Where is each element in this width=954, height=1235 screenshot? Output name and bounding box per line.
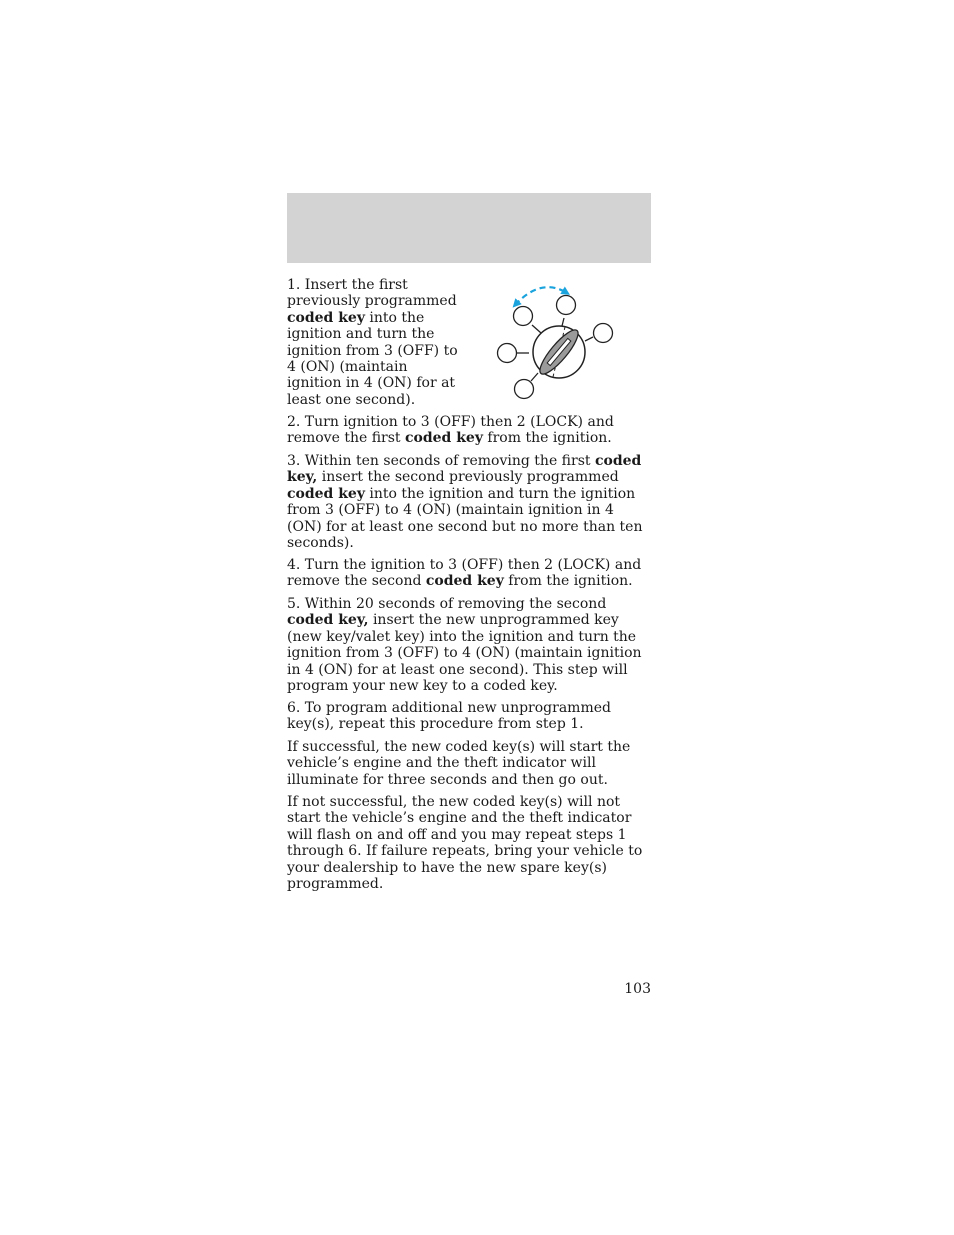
position-4-circle — [498, 344, 517, 363]
position-2-circle — [557, 296, 576, 315]
position-5-circle — [515, 380, 534, 399]
step-5-text-a: 5. Within 20 seconds of removing the second — [287, 596, 607, 612]
ignition-switch-figure — [493, 281, 618, 401]
step-2 — [287, 414, 651, 447]
position-1-circle — [514, 307, 533, 326]
step-6 — [287, 700, 651, 733]
section-header-band — [287, 193, 651, 263]
step-3-bold-2: coded key — [287, 485, 365, 502]
step-1-bold: coded key — [287, 309, 365, 326]
step-2-text-a: 2. Turn ignition to 3 (OFF) then 2 (LOCK) and remove the first — [287, 414, 614, 447]
success-note: If successful, the new coded key(s) will start the vehicle’s engine and the theft indicator will illuminate for three seconds and then go out. — [287, 739, 631, 788]
step-3 — [287, 453, 651, 551]
step-3-text-c: insert the second previously programmed — [317, 469, 619, 486]
step-3-text-a: 3. Within ten seconds of removing the first — [287, 453, 595, 469]
step-4-text-c: from the ignition. — [503, 573, 633, 590]
step-1-text-a: 1. Insert the first previously programmed — [287, 277, 457, 310]
step-5-text-c: insert the new unprogrammed key (new key/valet key) into the ignition and turn the ignition from 3 (OFF) to 4 (ON) (maintain ignition in 4 (ON) for at least one second). This step will program your new key to a coded key. — [287, 612, 642, 695]
step-2-bold: coded key — [405, 430, 483, 447]
ignition-switch-icon — [493, 281, 618, 401]
failure-note: If not successful, the new coded key(s) will not start the vehicle’s engine and the theft indicator will flash on and off and you may repeat steps 1 through 6. If failure repeats, bring your vehicle to your dealership to have the new spare key(s) programmed. — [287, 794, 643, 893]
step-5 — [287, 596, 651, 694]
page-number: 103 — [624, 981, 651, 997]
position-3-circle — [594, 324, 613, 343]
step-3-text-e: into the ignition and turn the ignition from 3 (OFF) to 4 (ON) (maintain ignition in 4 (ON) for at least one second but no more than ten seconds). — [287, 485, 643, 552]
step-6-text: 6. To program additional new unprogrammed key(s), repeat this procedure from step 1. — [287, 700, 611, 733]
step-4-text-a: 4. Turn the ignition to 3 (OFF) then 2 (LOCK) and remove the second — [287, 557, 642, 590]
step-5-bold: coded key, — [287, 612, 369, 629]
step-4-bold: coded key — [425, 573, 504, 590]
step-4 — [287, 557, 651, 590]
step-2-text-c: from the ignition. — [482, 430, 612, 447]
step-1 — [287, 277, 462, 408]
step-1-text-c: into the ignition and turn the ignition from 3 (OFF) to 4 (ON) (maintain ignition in 4 (ON) for at least one second). — [287, 309, 458, 408]
step-3-bold-1: coded key, — [287, 453, 642, 486]
